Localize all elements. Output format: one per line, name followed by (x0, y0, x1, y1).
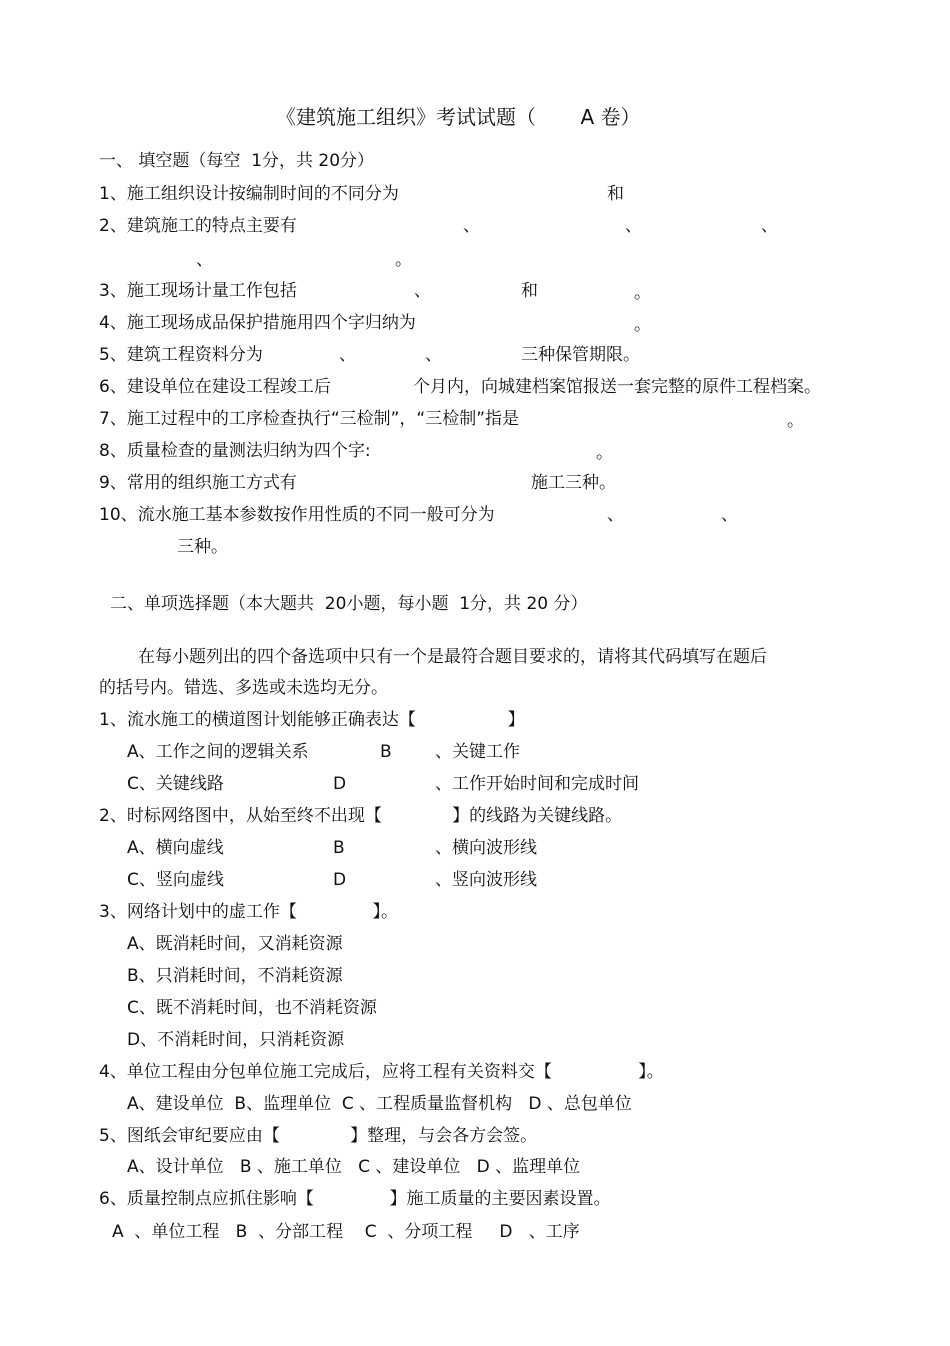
fill-q10: 10、流水施工基本参数按作用性质的不同一般可分为 (99, 505, 495, 525)
choice-q2-option-a: A、横向虚线 (127, 838, 224, 858)
fill-q10-end: 三种。 (177, 537, 228, 557)
fill-q8: 8、质量检查的量测法归纳为四个字: (99, 441, 371, 461)
fill-q5: 5、建筑工程资料分为 (99, 345, 263, 365)
choice-q2: 2、时标网络图中，从始至终不出现【 】的线路为关键线路。 (99, 806, 623, 826)
section2-intro-line2: 的括号内。错选、多选或未选均无分。 (99, 678, 388, 698)
choice-q3: 3、网络计划中的虚工作【 】。 (99, 902, 398, 922)
fill-q2-sep3: 、 (761, 216, 778, 236)
page-title: 《建筑施工组织》考试试题（ A 卷） (276, 105, 641, 129)
fill-q2: 2、建筑施工的特点主要有 (99, 216, 297, 236)
choice-q6-options: A 、单位工程 B 、分部工程 C 、分项工程 D 、工序 (112, 1222, 580, 1242)
choice-q3-option-d: D、不消耗时间，只消耗资源 (127, 1030, 345, 1050)
choice-q1-option-b: 、关键工作 (435, 742, 520, 762)
fill-q7: 7、施工过程中的工序检查执行“三检制”，“三检制”指是 (99, 409, 520, 429)
fill-q5-sep2: 、 (425, 345, 442, 365)
fill-q8-end: 。 (596, 443, 613, 463)
choice-q1: 1、流水施工的横道图计划能够正确表达【 】 (99, 710, 525, 730)
choice-q4-options: A、建设单位 B、监理单位 C 、工程质量监督机构 D 、总包单位 (127, 1094, 632, 1114)
choice-q1-option-a: A、工作之间的逻辑关系 (127, 742, 309, 762)
choice-q5: 5、图纸会审纪要应由【 】整理，与会各方会签。 (99, 1126, 538, 1146)
choice-q1-option-d-letter: D (333, 774, 347, 794)
choice-q2-option-b: 、横向波形线 (435, 838, 537, 858)
choice-q2-option-d: 、竖向波形线 (435, 870, 537, 890)
choice-q3-option-a: A、既消耗时间，又消耗资源 (127, 934, 343, 954)
fill-q5-sep1: 、 (339, 345, 356, 365)
choice-q2-option-b-letter: B (333, 838, 345, 858)
fill-q2-sep1: 、 (463, 216, 480, 236)
fill-q9-end: 施工三种。 (531, 473, 616, 493)
choice-q5-options: A、设计单位 B 、施工单位 C 、建设单位 D 、监理单位 (127, 1157, 581, 1177)
fill-q9: 9、常用的组织施工方式有 (99, 473, 297, 493)
choice-q3-option-c: C、既不消耗时间，也不消耗资源 (127, 998, 377, 1018)
fill-q1: 1、施工组织设计按编制时间的不同分为 (99, 184, 399, 204)
fill-q1-and: 和 (607, 184, 624, 204)
fill-q4: 4、施工现场成品保护措施用四个字归纳为 (99, 313, 416, 333)
choice-q1-option-c: C、关键线路 (127, 774, 224, 794)
section2-intro-line1: 在每小题列出的四个备选项中只有一个是最符合题目要求的，请将其代码填写在题后 (138, 647, 767, 667)
fill-q2-sep2: 、 (625, 216, 642, 236)
fill-q2-end: 。 (395, 250, 412, 270)
fill-q4-end: 。 (634, 315, 651, 335)
fill-q3: 3、施工现场计量工作包括 (99, 281, 297, 301)
choice-q1-option-b-letter: B (380, 742, 392, 762)
choice-q4: 4、单位工程由分包单位施工完成后，应将工程有关资料交【 】。 (99, 1062, 664, 1082)
section1-heading: 一、 填空题（每空 1分，共 20分） (99, 151, 375, 171)
fill-q3-and: 和 (521, 281, 538, 301)
fill-q3-sep: 、 (414, 281, 431, 301)
fill-q10-sep1: 、 (607, 505, 624, 525)
choice-q1-option-d: 、工作开始时间和完成时间 (435, 774, 639, 794)
section2-heading: 二、单项选择题（本大题共 20小题，每小题 1分，共 20 分） (110, 594, 588, 614)
fill-q3-end: 。 (634, 283, 651, 303)
fill-q7-end: 。 (787, 411, 804, 431)
fill-q5-end: 三种保管期限。 (521, 345, 640, 365)
choice-q2-option-d-letter: D (333, 870, 347, 890)
choice-q3-option-b: B、只消耗时间，不消耗资源 (127, 966, 343, 986)
choice-q2-option-c: C、竖向虚线 (127, 870, 224, 890)
choice-q6: 6、质量控制点应抓住影响【 】施工质量的主要因素设置。 (99, 1189, 611, 1209)
fill-q6-end: 个月内，向城建档案馆报送一套完整的原件工程档案。 (413, 377, 821, 397)
fill-q10-sep2: 、 (721, 505, 738, 525)
fill-q6: 6、建设单位在建设工程竣工后 (99, 377, 331, 397)
fill-q2-sep4: 、 (196, 250, 213, 270)
